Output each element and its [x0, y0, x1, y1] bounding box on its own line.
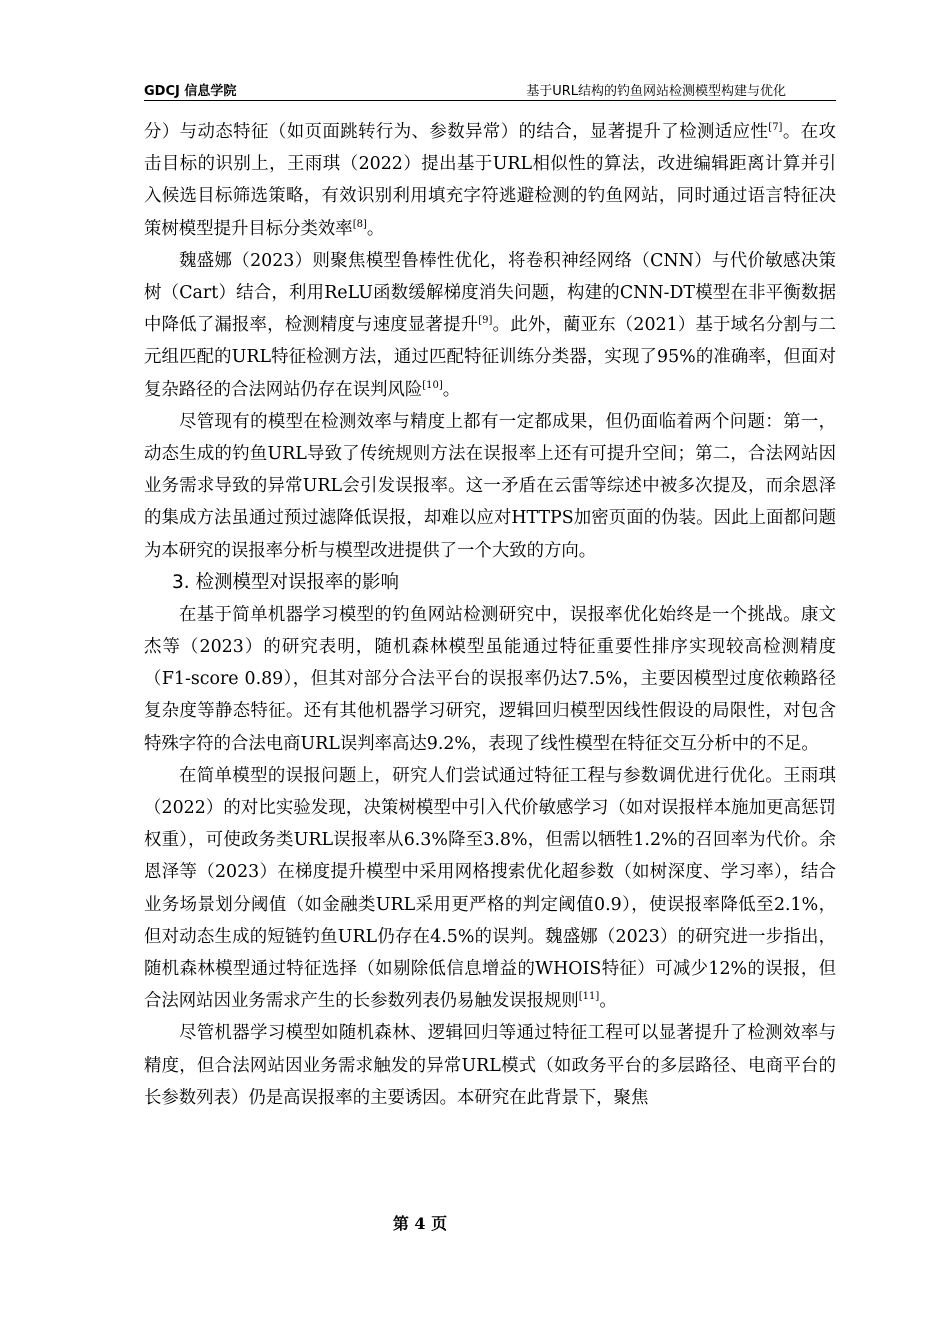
paragraph: [144, 245, 836, 406]
body-text: [144, 116, 836, 1114]
page-footer: [0, 1211, 950, 1234]
text-run: 在简单模型的误报问题上，研究人们尝试通过特征工程与参数调优进行优化。王雨琪（2022）的对比实验发现，决策树模型中引入代价敏感学习（如对误报样本施加更高惩罚权重），可使政务类URL误报率从6.3%降至3.8%，但需以牺牲1.2%的召回率为代价。余恩泽等（2023）在梯度提升模型中采用网格搜索优化超参数（如树深度、学习率），结合业务场景划分阈值（如金融类URL采用更严格的判定阈值0.9），使误报率降低至2.1%，但对动态生成的短链钓鱼URL仍存在4.5%的误判。魏盛娜（2023）的研究进一步指出，随机森林模型通过特征选择（如剔除低信息增益的WHOIS特征）可减少12%的误报，但合法网站因业务需求产生的长参数列表仍易触发误报规则: [144, 765, 836, 1012]
citation: [7]: [768, 122, 783, 133]
header-divider: [144, 100, 836, 101]
section-heading: 3. 检测模型对误报率的影响: [172, 571, 400, 593]
text-run: 。: [599, 991, 617, 1012]
running-header: [144, 78, 836, 100]
page-number: 第 4 页: [392, 1214, 448, 1233]
paragraph: 尽管现有的模型在检测效率与精度上都有一定都成果，但仍面临着两个问题：第一，动态生成的钓鱼URL导致了传统规则方法在误报率上还有可提升空间；第二，合法网站因业务需求导致的异常URL会引发误报率。这一矛盾在云雷等综述中被多次提及，而余恩泽的集成方法虽通过预过滤降低误报，却难以应对HTTPS加密页面的伪装。因此上面都问题为本研究的误报率分析与模型改进提供了一个大致的方向。: [144, 411, 836, 561]
text-run: 魏盛娜（2023）则聚焦模型鲁棒性优化，将卷积神经网络（CNN）与代价敏感决策树（Cart）结合，利用ReLU函数缓解梯度消失问题，构建的CNN-DT模型在非平衡数据中降低了漏报率，检测精度与速度显著提升: [144, 250, 836, 336]
text-run: 。此外，藺亚东（2021）基于域名分割与二元组匹配的URL特征检测方法，通过匹配特征训练分类器，实现了95%的准确率，但面对复杂路径的合法网站仍存在误判风险: [144, 315, 836, 400]
paragraph: [144, 760, 836, 1018]
paragraph: 在基于简单机器学习模型的钓鱼网站检测研究中，误报率优化始终是一个挑战。康文杰等（2023）的研究表明，随机森林模型虽能通过特征重要性排序实现较高检测精度（F1-score 0.89），但其对部分合法平台的误报率仍达7.5%，主要因模型过度依赖路径复杂度等静态特征。还有其他机器学习研究，逻辑回归模型因线性假设的局限性，对包含特殊字符的合法电商URL误判率高达9.2%，表现了线性模型在特征交互分析中的不足。: [144, 604, 836, 754]
text-run: 。: [442, 379, 461, 400]
header-thesis-title: 基于URL结构的钓鱼网站检测模型构建与优化: [526, 84, 786, 99]
header-institution: GDCJ 信息学院: [144, 84, 237, 99]
citation: [8]: [352, 218, 367, 230]
text-run: 。: [366, 218, 385, 239]
citation: [11]: [578, 991, 600, 1003]
text-run: 分）与动态特征（如页面跳转行为、参数异常）的结合，显著提升了检测适应性: [144, 122, 769, 142]
paragraph: 尽管机器学习模型如随机森林、逻辑回归等通过特征工程可以显著提升了检测效率与精度，但合法网站因业务需求触发的异常URL模式（如政务平台的多层路径、电商平台的长参数列表）仍是高误报率的主要诱因。本研究在此背景下，聚焦: [144, 1023, 836, 1108]
text-run: 。在攻击目标的识别上，王雨琪（2022）提出基于URL相似性的算法，改进编辑距离计算并引入候选目标筛选策略，有效识别利用填充字符逃避检测的钓鱼网站，同时通过语言特征决策树模型提升目标分类效率: [144, 122, 836, 239]
citation: [9]: [478, 315, 493, 327]
citation: [10]: [422, 379, 443, 391]
paragraph: [144, 116, 836, 245]
